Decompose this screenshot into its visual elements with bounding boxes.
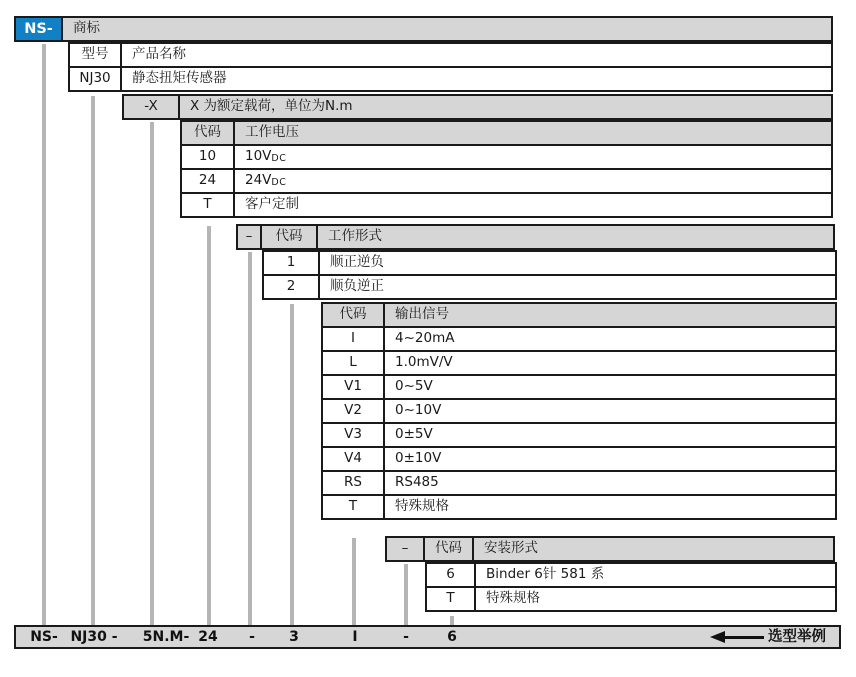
mounting-header bbox=[385, 536, 835, 562]
example-segment-dash1: - bbox=[249, 629, 255, 645]
signal-row-code: V3 bbox=[323, 424, 385, 448]
signal-row-label: 1.0mV/V bbox=[385, 352, 837, 376]
connector-line-signal bbox=[352, 538, 356, 625]
brand-prefix-cell: NS- bbox=[16, 18, 63, 42]
connector-line-model bbox=[91, 96, 95, 625]
example-segment-signal: I bbox=[352, 629, 358, 645]
output-signal-table bbox=[321, 302, 837, 520]
load-desc-cell: X 为额定载荷，单位为N.m bbox=[180, 96, 833, 120]
example-segment-load: 5N.M- bbox=[142, 629, 190, 645]
work-mode-body bbox=[262, 250, 837, 300]
voltage-label-header: 工作电压 bbox=[235, 122, 833, 146]
connector-line-install bbox=[450, 616, 454, 625]
example-segment-prefix: NS- bbox=[30, 629, 58, 645]
signal-row-code: I bbox=[323, 328, 385, 352]
voltage-table bbox=[180, 120, 833, 218]
voltage-value-main: 24V bbox=[245, 172, 272, 189]
work-mode-row-code: 1 bbox=[264, 252, 320, 276]
work-mode-dash-cell: – bbox=[238, 226, 262, 250]
work-mode-code-header: 代码 bbox=[262, 226, 318, 250]
signal-row-label: 0±10V bbox=[385, 448, 837, 472]
example-segment-model: NJ30 - bbox=[70, 629, 118, 645]
connector-line-brand bbox=[42, 44, 46, 625]
mounting-label-header: 安装形式 bbox=[474, 538, 835, 562]
order-example-bar bbox=[14, 625, 841, 649]
signal-row-code: RS bbox=[323, 472, 385, 496]
example-segment-dash2: - bbox=[403, 629, 409, 645]
signal-row-label: 特殊规格 bbox=[385, 496, 837, 520]
model-col-header: 型号 bbox=[70, 44, 122, 68]
work-mode-header bbox=[236, 224, 835, 250]
voltage-value-main: 10V bbox=[245, 148, 272, 165]
voltage-row-code: 24 bbox=[182, 170, 235, 194]
work-mode-row-label: 顺负逆正 bbox=[320, 276, 837, 300]
signal-row-label: 0~10V bbox=[385, 400, 837, 424]
signal-row-label: 4~20mA bbox=[385, 328, 837, 352]
connector-line-voltage bbox=[207, 226, 211, 625]
mounting-code-header: 代码 bbox=[425, 538, 474, 562]
voltage-row-code: T bbox=[182, 194, 235, 218]
voltage-row-value bbox=[235, 170, 833, 194]
work-mode-row-label: 顺正逆负 bbox=[320, 252, 837, 276]
signal-row-code: V4 bbox=[323, 448, 385, 472]
signal-row-label: RS485 bbox=[385, 472, 837, 496]
voltage-value-main: 客户定制 bbox=[245, 196, 299, 213]
signal-code-header: 代码 bbox=[323, 304, 385, 328]
signal-row-label: 0~5V bbox=[385, 376, 837, 400]
connector-line-load bbox=[150, 122, 154, 625]
brand-label-cell: 商标 bbox=[63, 18, 833, 42]
signal-row-label: 0±5V bbox=[385, 424, 837, 448]
example-segment-install: 6 bbox=[447, 629, 457, 645]
model-code-cell: NJ30 bbox=[70, 68, 122, 92]
rated-load-table bbox=[122, 94, 833, 120]
voltage-row-value bbox=[235, 194, 833, 218]
voltage-code-header: 代码 bbox=[182, 122, 235, 146]
voltage-value-sub: DC bbox=[271, 152, 287, 164]
voltage-row-value bbox=[235, 146, 833, 170]
voltage-row-code: 10 bbox=[182, 146, 235, 170]
example-arrow-label: 选型举例 bbox=[768, 629, 826, 645]
connector-line-mode-dash bbox=[248, 252, 252, 625]
model-table bbox=[68, 42, 833, 92]
mounting-body bbox=[425, 562, 837, 612]
connector-line-install-dash bbox=[404, 564, 408, 625]
left-arrow-tail bbox=[722, 636, 764, 639]
mounting-row-label: Binder 6针 581 系 bbox=[476, 564, 837, 588]
example-segment-voltage: 24 bbox=[198, 629, 218, 645]
mounting-row-code: 6 bbox=[427, 564, 476, 588]
product-name-cell: 静态扭矩传感器 bbox=[122, 68, 833, 92]
work-mode-row-code: 2 bbox=[264, 276, 320, 300]
mounting-row-code: T bbox=[427, 588, 476, 612]
work-mode-label-header: 工作形式 bbox=[318, 226, 835, 250]
signal-row-code: T bbox=[323, 496, 385, 520]
name-col-header: 产品名称 bbox=[122, 44, 833, 68]
signal-row-code: V2 bbox=[323, 400, 385, 424]
load-code-cell: -X bbox=[124, 96, 180, 120]
example-segment-mode: 3 bbox=[289, 629, 299, 645]
brand-table bbox=[14, 16, 833, 42]
signal-row-code: V1 bbox=[323, 376, 385, 400]
mounting-row-label: 特殊规格 bbox=[476, 588, 837, 612]
signal-row-code: L bbox=[323, 352, 385, 376]
mounting-dash-cell: – bbox=[387, 538, 425, 562]
voltage-value-sub: DC bbox=[271, 176, 287, 188]
signal-label-header: 输出信号 bbox=[385, 304, 837, 328]
connector-line-mode bbox=[290, 304, 294, 625]
